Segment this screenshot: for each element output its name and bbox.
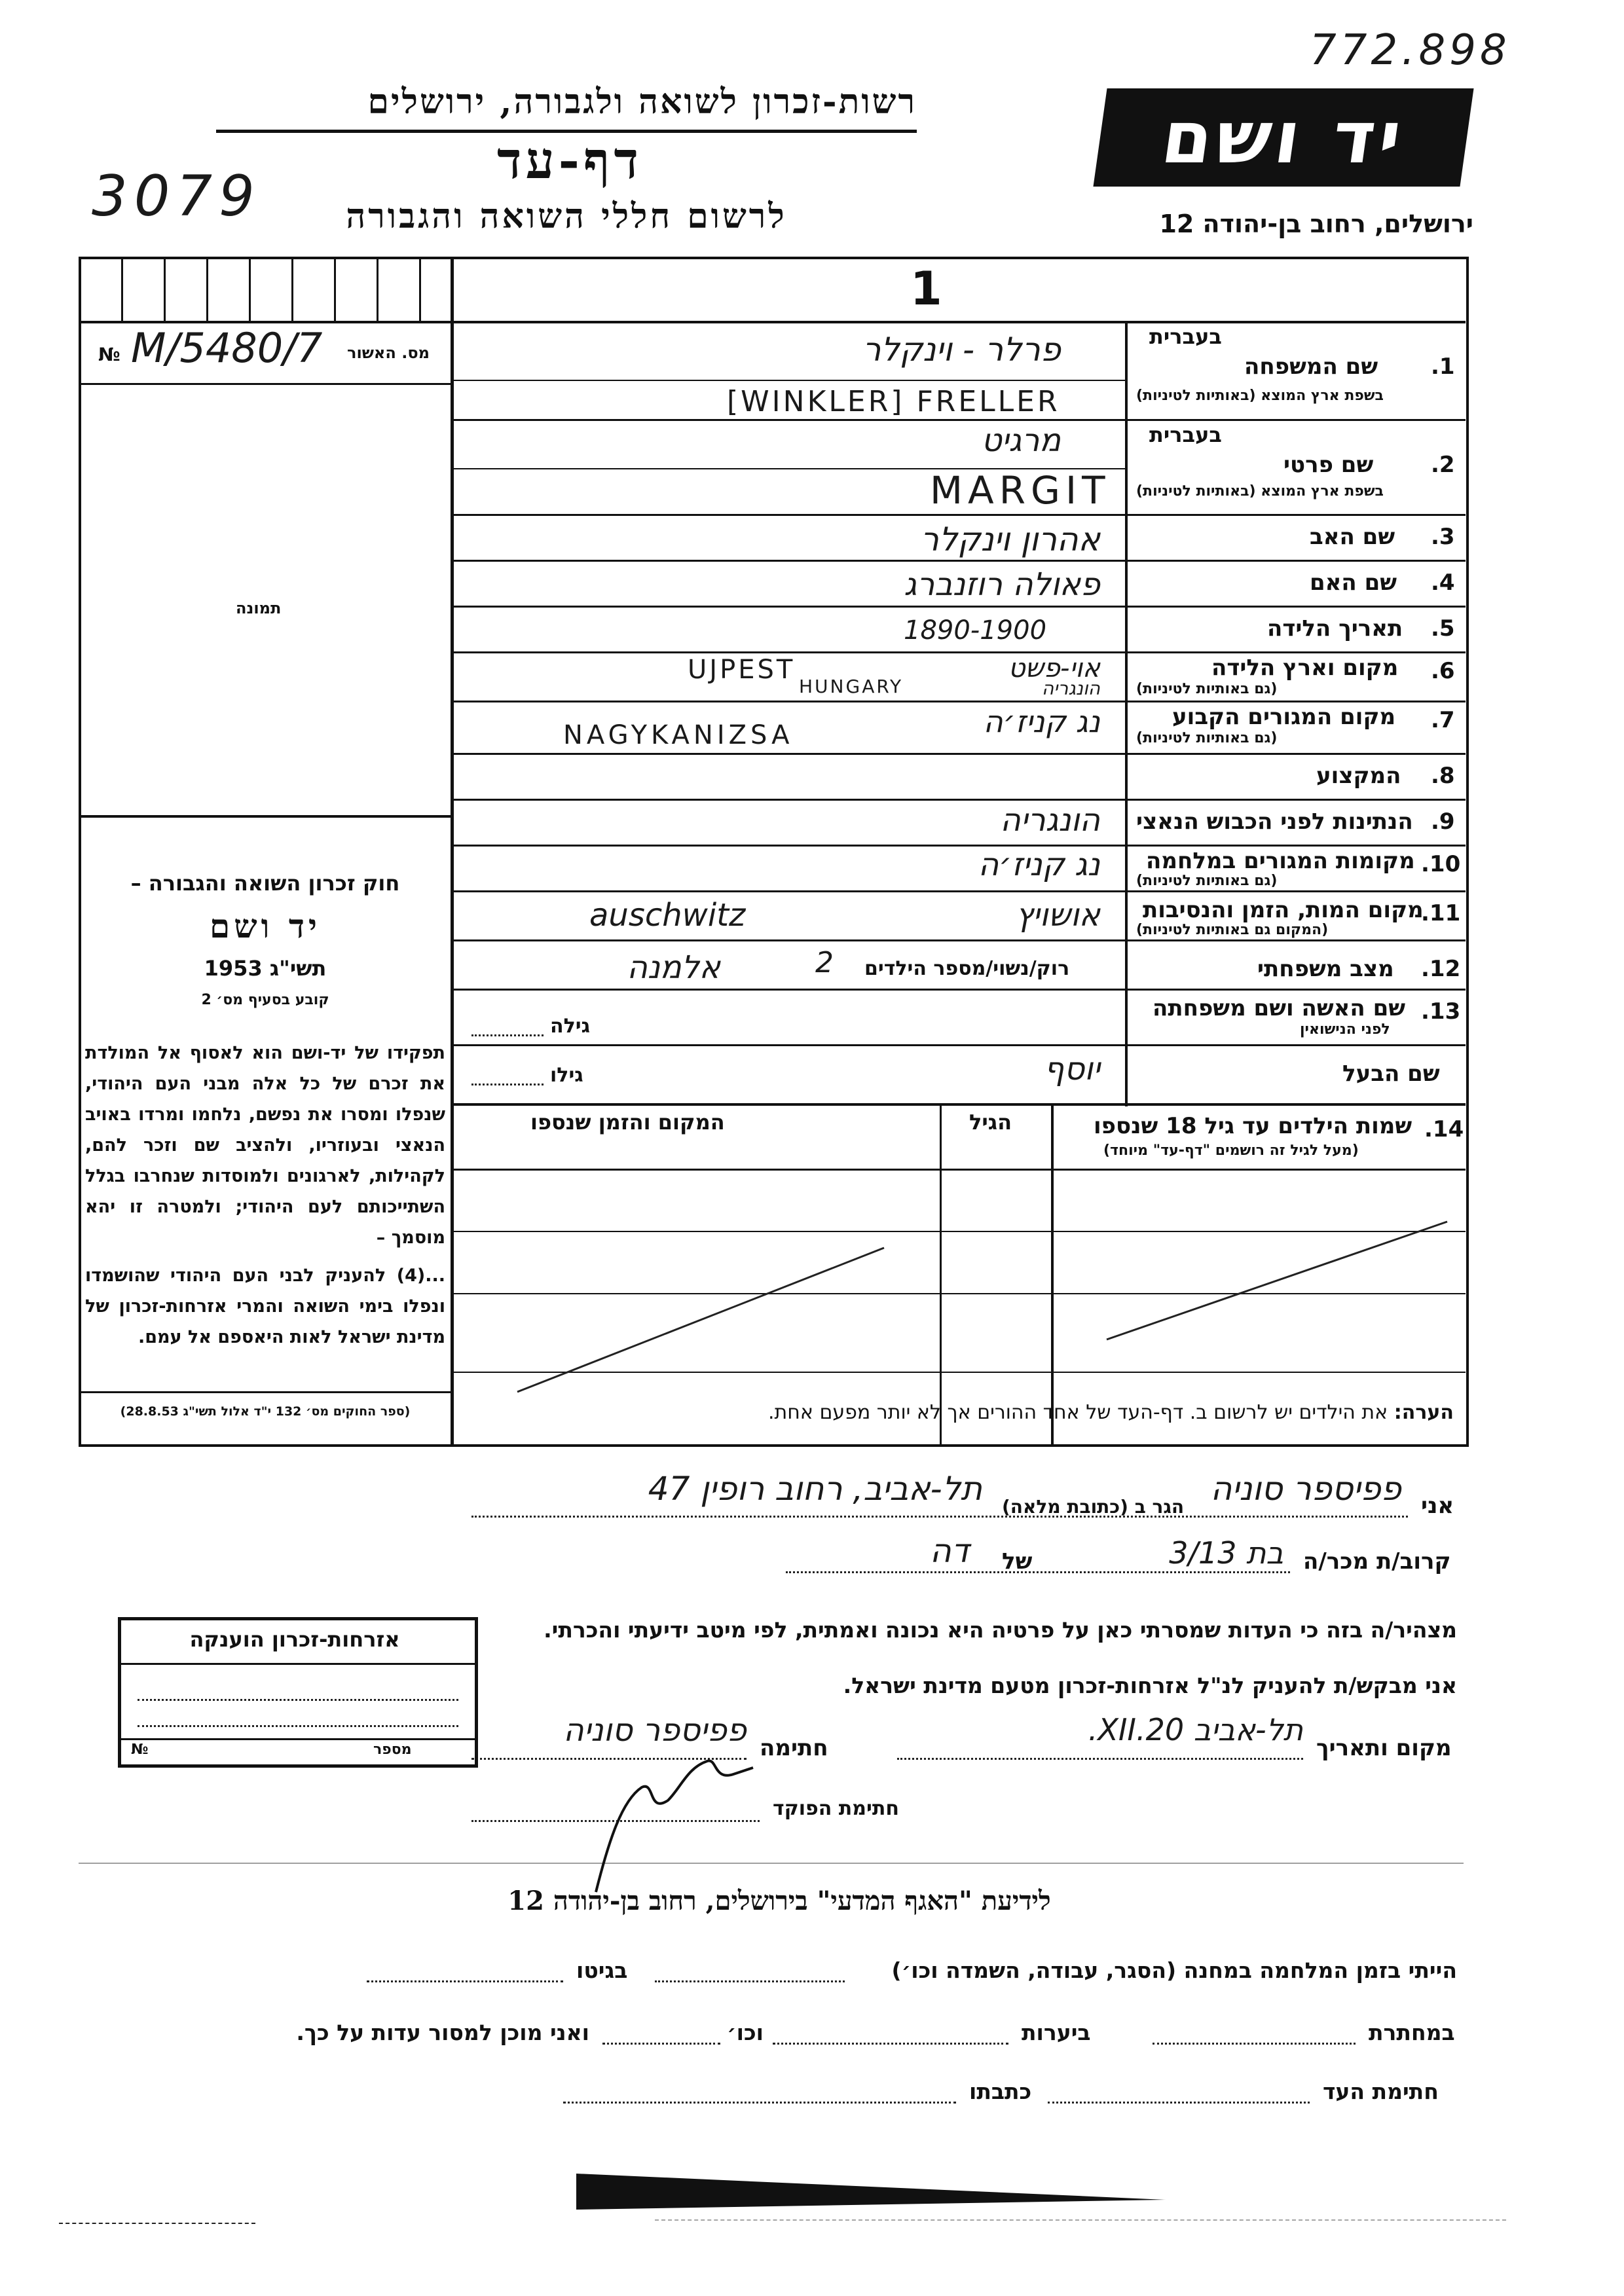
- citizenship-box-line: [138, 1699, 458, 1701]
- law-text-2: ...(4) להעניק לבני העם היהודי שהושמדו ונפלו בימי השואה והמרי אזרחות-זכרון של מדינת ישראל לאות היאספם אל עמם.: [85, 1266, 445, 1347]
- f1-latin-value: [WINKLER] FRELLER: [727, 385, 1060, 418]
- f9-num: 9.: [1431, 809, 1455, 835]
- f11-label: מקום המות, הזמן והנסיבות: [1143, 897, 1424, 923]
- f2-num: 2.: [1431, 452, 1455, 478]
- declarant-name: פפיספר סוניה: [1210, 1470, 1401, 1508]
- top-row-line: [79, 321, 1466, 323]
- row-line: [452, 939, 1466, 941]
- scan-artifact-dashes: [59, 2223, 255, 2224]
- strip-divider: [121, 259, 123, 321]
- signature-value: פפיספר סוניה: [563, 1712, 747, 1749]
- f6-num: 6.: [1431, 658, 1455, 684]
- declarant-relation: בת 3/13: [1169, 1535, 1283, 1571]
- footer-to-label: לידיעת "האגף המדעי" בירושלים, רחוב בן-יהודה 12: [507, 1886, 1051, 1916]
- f5-label: תאריך הלידה: [1267, 615, 1403, 642]
- approval-no-abbrev: №: [98, 344, 120, 365]
- strip-divider: [334, 259, 336, 321]
- f7-hebrew-value: נג קניז׳ה: [983, 704, 1100, 739]
- f3-num: 3.: [1431, 524, 1455, 550]
- f2-hebrew-value: מרגיט: [981, 422, 1061, 459]
- strip-divider: [291, 259, 293, 321]
- declarant-line-2: [786, 1571, 1290, 1573]
- footer-line2-a: במחתרת: [1369, 2020, 1455, 2045]
- scan-artifact-dashes: [655, 2219, 1506, 2221]
- declarant-resides-label: הגר ב (כתובת מלאה): [1002, 1496, 1185, 1518]
- citizenship-box-line: [138, 1725, 458, 1727]
- photo-bottom-line: [79, 815, 452, 818]
- form-subtitle: לרשום חללי השואה והגבורה: [346, 196, 787, 236]
- law-source-line: [79, 1391, 452, 1393]
- logo-text: יד ושם: [1156, 96, 1411, 179]
- strip-divider: [377, 259, 378, 321]
- declarant-relative-label: קרוב/ת מכר/ה: [1303, 1548, 1451, 1575]
- f13-age-label: גילה: [550, 1015, 590, 1038]
- footer-line2-dots-c: [602, 2043, 720, 2045]
- approval-label: מס. האשור: [347, 344, 430, 362]
- citizenship-box-bottom-line: [121, 1738, 475, 1740]
- photo-label: תמונה: [236, 599, 282, 617]
- f10-sub: (גם באותיות לטיניות): [1136, 873, 1278, 889]
- approval-value: M/5480/7: [131, 324, 323, 372]
- declarant-of-value: דה: [930, 1532, 969, 1570]
- law-year: תשי"ג 1953: [204, 956, 327, 981]
- row-line: [452, 890, 1466, 892]
- signature-label: חתימה: [760, 1735, 828, 1761]
- f7-sub: (גם באותיות לטיניות): [1136, 730, 1278, 746]
- approval-row-line: [79, 383, 452, 385]
- f6-sub: (גם באותיות לטיניות): [1136, 681, 1278, 697]
- footer-separator: [79, 1863, 1464, 1864]
- row-line: [452, 753, 1466, 755]
- citizenship-no-abbrev: №: [131, 1741, 149, 1758]
- f2-lang: בעברית: [1149, 422, 1222, 447]
- authority-line: רשות-זכרון לשואה ולגבורה, ירושלים: [367, 82, 917, 122]
- f10-value: נג קניז׳ה: [978, 847, 1100, 883]
- footer-line3-a: חתימת העד: [1323, 2079, 1439, 2104]
- address: ירושלים, רחוב בן-יהודה 12: [1159, 210, 1473, 238]
- f14-num: 14.: [1424, 1116, 1464, 1142]
- f12-label: מצב משפחתי: [1257, 956, 1394, 982]
- f1-num: 1.: [1431, 354, 1455, 380]
- f14-label: שמות הילדים עד גיל 18 שנספו: [1094, 1113, 1412, 1139]
- row-line: [452, 1044, 1466, 1046]
- f10-label: מקומות המגורים במלחמה: [1146, 848, 1415, 874]
- form-title: דף-עד: [497, 131, 642, 191]
- f6-label: מקום וארץ הלידה: [1211, 655, 1399, 681]
- place-date-label: מקום ותאריך: [1316, 1735, 1452, 1761]
- row-line: [452, 380, 1126, 381]
- note: [458, 1401, 1454, 1424]
- footer-line2-dots-b: [773, 2043, 1008, 2045]
- f5-value: 1890-1900: [904, 615, 1047, 646]
- footer-line3-dots-a: [1048, 2102, 1310, 2104]
- strip-divider: [249, 259, 251, 321]
- f13-sub: לפני הנישואין: [1300, 1021, 1390, 1038]
- f4-label: שם האם: [1310, 570, 1397, 596]
- f12-children: 2: [815, 946, 834, 979]
- f12-num: 12.: [1421, 956, 1461, 982]
- footer-line2-b: ביערות: [1022, 2020, 1091, 2045]
- footer-line1-dots: [655, 1980, 845, 1982]
- citizenship-box-title-line: [121, 1663, 475, 1665]
- f6-hebrew-country: הונגריה: [1041, 678, 1100, 699]
- strip-divider: [419, 259, 421, 321]
- f9-label: הנתינות לפני הכבוש הנאצי: [1136, 809, 1413, 835]
- f2-label: שם פרטי: [1283, 452, 1374, 478]
- f8-label: המקצוע: [1316, 763, 1401, 789]
- strip-divider: [164, 259, 166, 321]
- note-label: הערה:: [1393, 1401, 1454, 1424]
- f11-num: 11.: [1421, 900, 1461, 926]
- yad-vashem-logo: [1093, 88, 1473, 187]
- f2-latin-value: MARGIT: [930, 468, 1111, 513]
- row-line: [452, 606, 1466, 608]
- row-line: [452, 799, 1466, 801]
- f3-value: אהרון וינקלר: [920, 520, 1100, 558]
- f6-hebrew-value: אוי-פשט: [1008, 653, 1100, 683]
- f4-num: 4.: [1431, 570, 1455, 596]
- f14-sub: (מעל לגיל זה רושמים "דף-עד" מיוחד): [1103, 1142, 1359, 1159]
- footer-line2-c: וכו׳: [727, 2020, 764, 2045]
- footer-line1-end: בגיטו: [576, 1958, 628, 1983]
- place-date-line: [897, 1758, 1303, 1760]
- f12-value: אלמנה: [627, 949, 720, 986]
- footer-line1-dots-2: [367, 1980, 563, 1982]
- f11-sub: (המקום גם באותיות לטיניות): [1136, 922, 1329, 938]
- declarant-address: תל-אביב, רחוב רופין 47: [648, 1470, 982, 1508]
- officer-signature-scribble: [576, 1741, 773, 1899]
- citizenship-number-label: מספר: [373, 1741, 412, 1758]
- f13-label: שם האשה ושם משפחתה: [1153, 995, 1406, 1021]
- f3-label: שם האב: [1310, 524, 1395, 550]
- husband-age-dots: [471, 1084, 544, 1085]
- f5-num: 5.: [1431, 615, 1455, 642]
- f9-value: הונגריה: [1000, 802, 1100, 839]
- f1-label: שם המשפחה: [1244, 354, 1378, 380]
- f13-age-dots: [471, 1034, 544, 1036]
- note-text: את הילדים יש לרשום ב. דף-העד של אחד ההורים אך לא יותר מפעם אחת.: [768, 1401, 1388, 1424]
- f1-hebrew-value: פרלר - וינקלר: [862, 331, 1061, 369]
- declarant-declare: מצהיר/ה בזה כי העדות שמסרתי כאן על פרטיה היא נכונה ואמתית, לפי מיטב ידיעתי והכרתי.: [544, 1617, 1457, 1643]
- row-line: [452, 701, 1466, 702]
- declarant-i-label: אני: [1421, 1493, 1454, 1519]
- archive-number: 772.898: [1310, 26, 1511, 75]
- law-text-1: תפקידו של יד-ושם הוא לאסוף אל המולדת את זכרם של כל אלה מבני העם היהודי, שנפלו ומסרו את נפשם, נלחמו ומרדו באויב הנאצי ובעוזריו, ולהציב שם וזכר להם, לקהילות, לארגונים ולמוסדות שנחרבו בגלל השתייכותם לעם היהודי; ולמטרה זו יהא מוסמך –: [85, 1043, 445, 1248]
- scan-artifact: [576, 2174, 1166, 2213]
- f6-latin-country: HUNGARY: [799, 676, 904, 697]
- row-line: [452, 560, 1466, 562]
- law-name: יד ושם: [210, 907, 321, 945]
- law-source: (ספר החוקים מס׳ 132 י"ד אלול תשי"ג 28.8.53): [120, 1404, 411, 1419]
- law-clause: קובע בסעיף מס׳ 2: [201, 992, 329, 1008]
- husband-value: יוסף: [1044, 1051, 1100, 1087]
- footer-line2-end: ואני מוכן למסור עדות על כך.: [296, 2020, 589, 2045]
- footer-line3-b: כתבתו: [969, 2079, 1032, 2104]
- f4-value: פאולה רוזנברג: [904, 566, 1100, 603]
- f7-num: 7.: [1431, 707, 1455, 733]
- strip-divider: [206, 259, 208, 321]
- left-handwritten-number: 3079: [92, 164, 261, 229]
- row-line: [452, 514, 1466, 516]
- f1-sub: בשפת ארץ המוצא (באותיות לטיניות): [1136, 388, 1384, 404]
- row-line: [452, 989, 1466, 991]
- top-mark: 1: [910, 262, 942, 316]
- declarant-request: אני מבקש/ת להעניק לנ"ל אזרחות-זכרון מטעם מדינת ישראל.: [843, 1673, 1457, 1698]
- husband-label: שם הבעל: [1342, 1061, 1440, 1087]
- f12-options: רוק/נשוי/מספר הילדים: [864, 957, 1070, 980]
- f6-latin-value: UJPEST: [688, 655, 796, 685]
- husband-age-label: גילו: [550, 1064, 583, 1087]
- law-title: חוק זכרון השואה והגבורה –: [130, 871, 400, 896]
- f14-col-age: הגיל: [969, 1110, 1012, 1135]
- f10-num: 10.: [1421, 851, 1461, 877]
- footer-line2-dots-a: [1153, 2043, 1356, 2045]
- row-line: [452, 1103, 1466, 1106]
- f7-label: מקום המגורים הקבוע: [1172, 704, 1396, 730]
- f7-latin-value: NAGYKANIZSA: [563, 720, 794, 750]
- row-line: [452, 419, 1466, 421]
- f11-hebrew-value: אושויץ: [1016, 897, 1100, 934]
- f13-num: 13.: [1421, 998, 1461, 1025]
- place-date-value: תל-אביב 20.XII.: [1088, 1712, 1303, 1747]
- f2-sub: בשפת ארץ המוצא (באותיות לטיניות): [1136, 483, 1384, 500]
- f8-num: 8.: [1431, 763, 1455, 789]
- f11-latin-value: auschwitz: [589, 897, 746, 934]
- f14-col-place: המקום והזמן שנספו: [530, 1110, 725, 1135]
- declarant-line-1: [471, 1516, 1408, 1518]
- citizenship-box-title: אזרחות-זכרון הוענקה: [189, 1627, 400, 1652]
- f1-lang: בעברית: [1149, 324, 1222, 349]
- declarant-of-label: של: [1002, 1548, 1033, 1575]
- officer-signature-label: חתימת הפוקד: [773, 1797, 899, 1820]
- footer-line3-dots-b: [563, 2102, 956, 2104]
- footer-line1: הייתי בזמן המלחמה במחנה (הסגר, עבודה, השמדה וכו׳): [891, 1958, 1457, 1983]
